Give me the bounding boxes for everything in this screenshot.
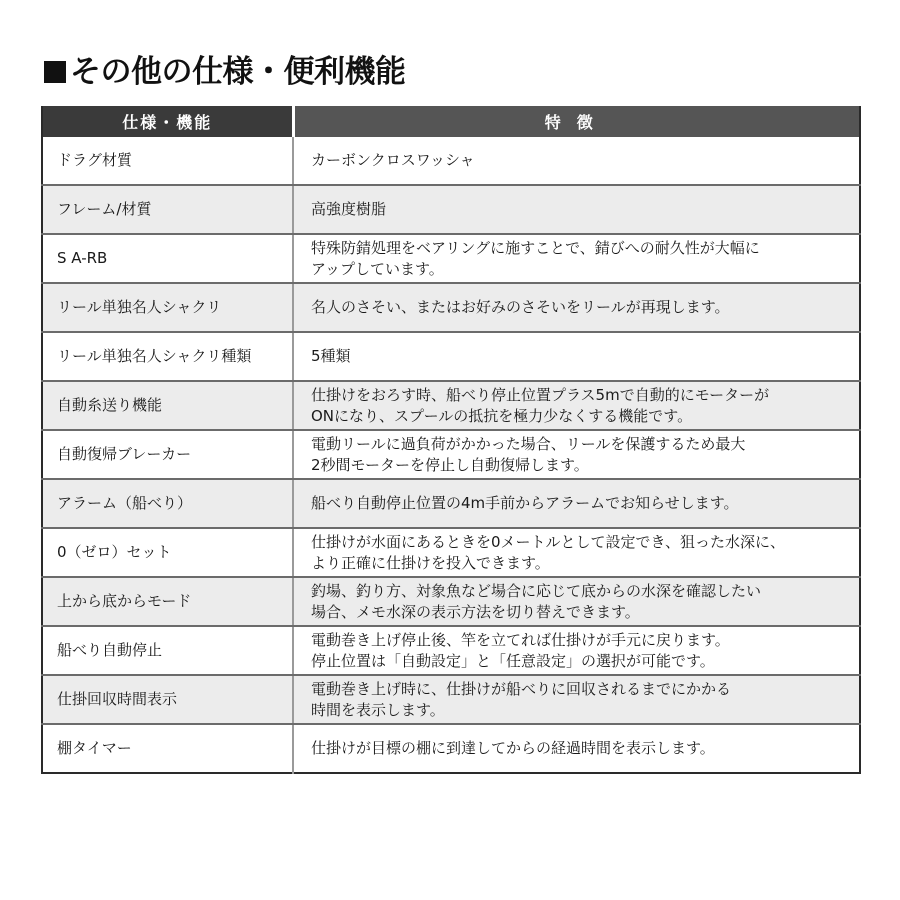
description-line: 電動リールに過負荷がかかった場合、リールを保護するため最大 — [311, 434, 746, 453]
feature-description — [293, 185, 860, 234]
description-line: ONになり、スプールの抵抗を極力少なくする機能です。 — [311, 406, 693, 425]
feature-description — [293, 675, 860, 724]
table-body — [42, 137, 860, 773]
feature-description — [293, 234, 860, 283]
table-row — [42, 137, 860, 185]
description-line: 時間を表示します。 — [311, 700, 445, 719]
table-header — [42, 106, 860, 137]
table-row — [42, 234, 860, 283]
description-line: 船べり自動停止位置の4m手前からアラームでお知らせします。 — [311, 494, 739, 512]
feature-name: 0（ゼロ）セット — [42, 528, 293, 577]
feature-description — [293, 528, 860, 577]
description-line: アップしています。 — [311, 259, 444, 278]
description-line: 釣場、釣り方、対象魚など場合に応じて底からの水深を確認したい — [311, 581, 762, 600]
table-row — [42, 283, 860, 332]
description-line: より正確に仕掛けを投入できます。 — [311, 553, 550, 572]
feature-description — [293, 577, 860, 626]
feature-description — [293, 626, 860, 675]
feature-name: 上から底からモード — [42, 577, 293, 626]
table-row — [42, 577, 860, 626]
feature-description — [293, 381, 860, 430]
feature-description — [293, 479, 860, 528]
feature-name: S A-RB — [42, 234, 293, 283]
description-line: 仕掛けをおろす時、船べり停止位置プラス5mで自動的にモーターが — [311, 385, 770, 404]
table-header-row — [42, 106, 860, 137]
description-line: 場合、メモ水深の表示方法を切り替えできます。 — [311, 602, 640, 621]
table-row — [42, 332, 860, 381]
table-row — [42, 430, 860, 479]
feature-name: ドラグ材質 — [42, 137, 293, 185]
header-characteristic: 特徴 — [293, 106, 860, 137]
feature-name: 自動復帰ブレーカー — [42, 430, 293, 479]
spec-table — [41, 106, 861, 774]
table-row — [42, 479, 860, 528]
description-line: 停止位置は「自動設定」と「任意設定」の選択が可能です。 — [311, 651, 715, 670]
square-bullet-icon — [44, 61, 66, 83]
table-row — [42, 381, 860, 430]
feature-name: リール単独名人シャクリ種類 — [42, 332, 293, 381]
description-line: 電動巻き上げ停止後、竿を立てれば仕掛けが手元に戻ります。 — [311, 630, 730, 649]
feature-description — [293, 430, 860, 479]
table-row — [42, 724, 860, 773]
description-line: 高強度樹脂 — [311, 200, 387, 218]
description-line: 2秒間モーターを停止し自動復帰します。 — [311, 455, 589, 474]
page-title — [44, 52, 406, 92]
page-title-text: その他の仕様・便利機能 — [70, 54, 406, 90]
feature-name: 棚タイマー — [42, 724, 293, 773]
description-line: 電動巻き上げ時に、仕掛けが船べりに回収されるまでにかかる — [311, 679, 732, 698]
description-line: 仕掛けが水面にあるときを0メートルとして設定でき、狙った水深に、 — [311, 532, 785, 551]
feature-name: アラーム（船べり） — [42, 479, 293, 528]
feature-name: 船べり自動停止 — [42, 626, 293, 675]
feature-name: 自動糸送り機能 — [42, 381, 293, 430]
table-row — [42, 675, 860, 724]
feature-description — [293, 137, 860, 185]
feature-description — [293, 724, 860, 773]
header-feature: 仕様・機能 — [42, 106, 293, 137]
feature-name: フレーム/材質 — [42, 185, 293, 234]
table-row — [42, 626, 860, 675]
table-row — [42, 528, 860, 577]
description-line: 5種類 — [311, 347, 351, 365]
feature-name: リール単独名人シャクリ — [42, 283, 293, 332]
feature-description — [293, 332, 860, 381]
feature-description — [293, 283, 860, 332]
description-line: 名人のさそい、またはお好みのさそいをリールが再現します。 — [311, 298, 730, 316]
description-line: 仕掛けが目標の棚に到達してからの経過時間を表示します。 — [311, 739, 715, 757]
description-line: カーボンクロスワッシャ — [311, 151, 475, 169]
feature-name: 仕掛回収時間表示 — [42, 675, 293, 724]
table-row — [42, 185, 860, 234]
description-line: 特殊防錆処理をベアリングに施すことで、錆びへの耐久性が大幅に — [311, 238, 760, 257]
